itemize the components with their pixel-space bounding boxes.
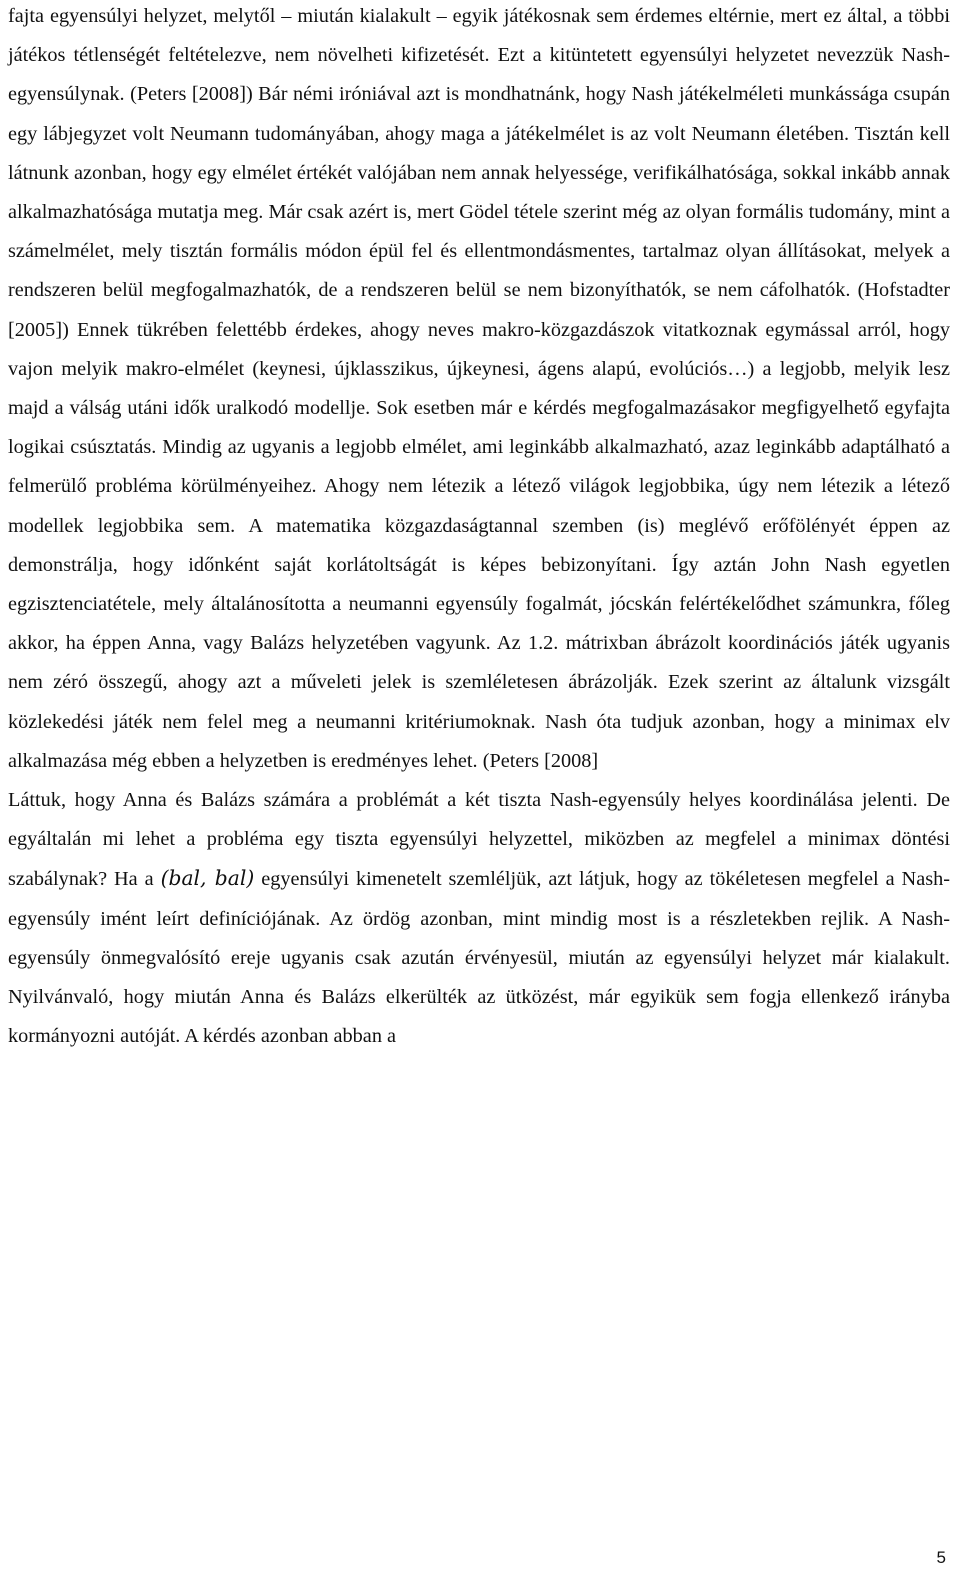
paragraph-2-text-end: egyensúlyi kimenetelt szemléljük, azt látjuk, hogy az tökéletesen megfelel a Nash-egyensúly imént leírt definíciójának. Az ördög azonban, mint mindig most is a részletekben rejlik. A Nash-egyensúly önmegvalósító ereje ugyanis csak azután érvényesül, miután az egyensúlyi helyzet már kialakult. Nyilvánvaló, hogy miután Anna és Balázs elkerülték az ütközést, már egyikük sem fogja ellenkező irányba kormányozni autóját. A kérdés azonban abban a xyxy=(8,868,950,1048)
document-page xyxy=(8,0,950,1056)
page-number: 5 xyxy=(936,1548,946,1567)
math-expression: (bal, bal) xyxy=(160,866,255,891)
body-paragraph-1: fajta egyensúlyi helyzet, melytől – miután kialakult – egyik játékosnak sem érdemes eltérnie, mert ez által, a többi játékos tétlenségét feltételezve, nem növelheti kifizetését. Ezt a kitüntetett egyensúlyi helyzetet nevezzük Nash-egyensúlynak. (Peters [2008]) Bár némi iróniával azt is mondhatnánk, hogy Nash játékelméleti munkássága csupán egy lábjegyzet volt Neumann tudományában, ahogy maga a játékelmélet is az volt Neumann életében. Tisztán kell látnunk azonban, hogy egy elmélet értékét valójában nem annak helyessége, verifikálhatósága, sokkal inkább annak alkalmazhatósága mutatja meg. Már csak azért is, mert Gödel tétele szerint még az olyan formális tudomány, mint a számelmélet, mely tisztán formális módon épül fel és ellentmondásmentes, tartalmaz olyan állításokat, melyek a rendszeren belül megfogalmazhatók, de a rendszeren belül se nem bizonyíthatók, se nem cáfolhatók. (Hofstadter [2005]) Ennek tükrében felettébb érdekes, ahogy neves makro-közgazdászok vitatkoznak egymással arról, hogy vajon melyik makro-elmélet (keynesi, újklasszikus, újkeynesi, ágens alapú, evolúciós…) a legjobb, melyik lesz majd a válság utáni idők uralkodó modellje. Sok esetben már e kérdés megfogalmazásakor megfigyelhető egyfajta logikai csúsztatás. Mindig az ugyanis a legjobb elmélet, ami leginkább alkalmazható, azaz leginkább adaptálható a felmerülő probléma körülményeihez. Ahogy nem létezik a létező világok legjobbika, úgy nem létezik a létező modellek legjobbika sem. A matematika közgazdaságtannal szemben (is) meglévő erőfölényét éppen az demonstrálja, hogy időnként saját korlátoltságát is képes bebizonyítani. Így aztán John Nash egyetlen egzisztenciatétele, mely általánosította a neumanni egyensúly fogalmát, jócskán felértékelődhet számunkra, főleg akkor, ha éppen Anna, vagy Balázs helyzetében vagyunk. Az 1.2. mátrixban ábrázolt koordinációs játék ugyanis nem zéró összegű, ahogy azt a műveleti jelek is szemléletesen ábrázolják. Ezek szerint az általunk vizsgált közlekedési játék nem felel meg a neumanni kritériumoknak. Nash óta tudjuk azonban, hogy a minimax elv alkalmazása még ebben a helyzetben is eredményes lehet. (Peters [2008] xyxy=(8,5,950,772)
body-paragraph-2 xyxy=(8,781,950,1056)
paragraph-2-text-start: Láttuk, hogy Anna és Balázs számára a problémát a két tiszta Nash-egyensúly helyes koordinálása jelenti. De egyáltalán mi lehet a probléma egy tiszta egyensúlyi helyzettel, miközben az megfelel a minimax döntési szabálynak? Ha a xyxy=(8,789,950,891)
